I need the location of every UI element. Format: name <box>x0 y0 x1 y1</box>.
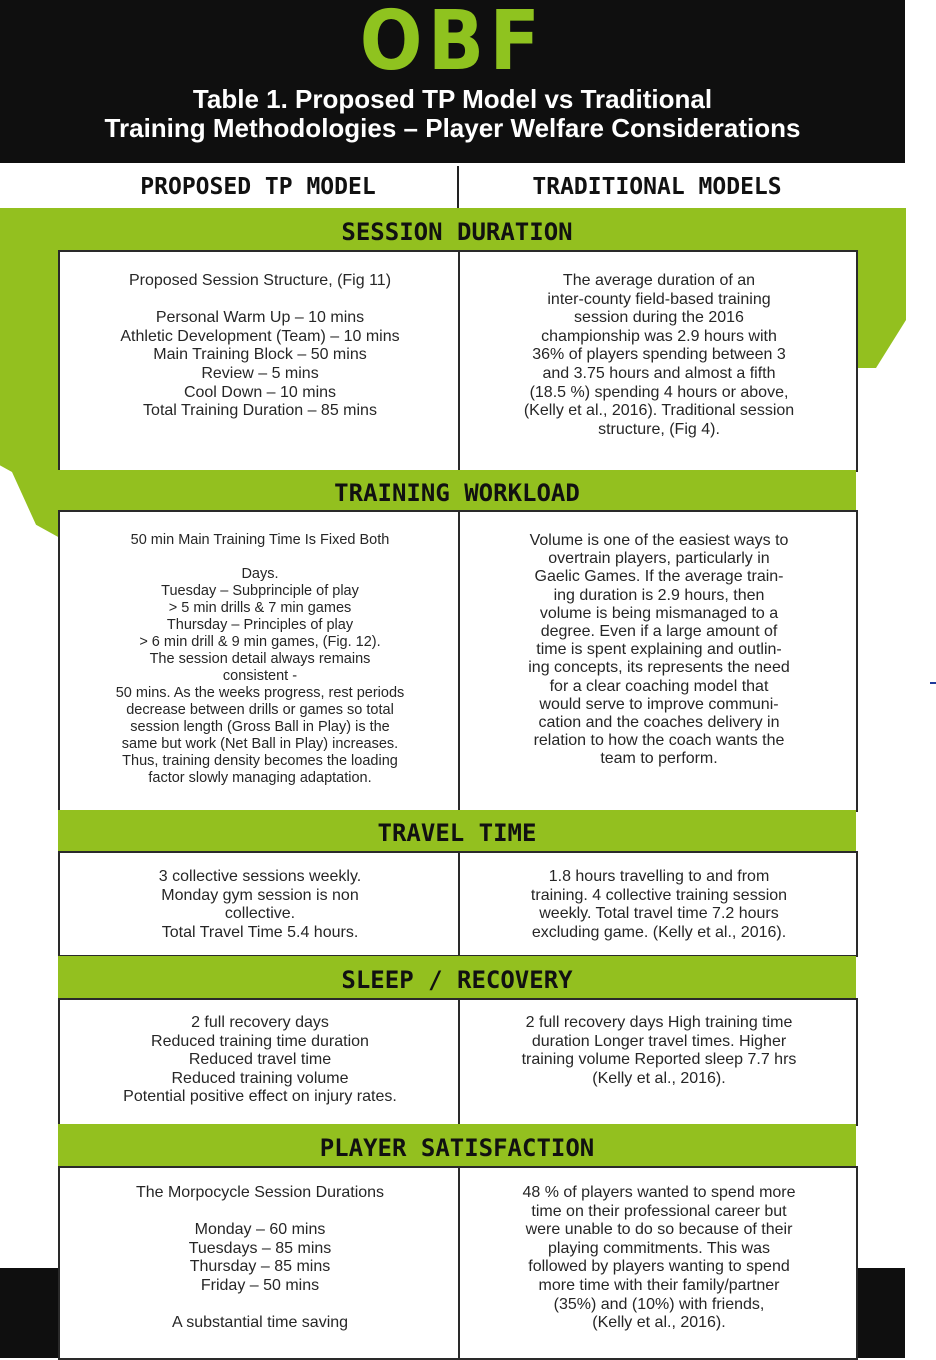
green-splash-right <box>856 208 906 368</box>
section-bar-session-duration: SESSION DURATION <box>58 208 856 252</box>
section-table-training-workload <box>58 510 858 812</box>
section-table-travel-time <box>58 851 858 957</box>
proposed-cell: 2 full recovery days Reduced training time duration Reduced travel time Reduced training volume Potential positive effect on injury rates. <box>123 1014 397 1106</box>
obf-logo: OBF <box>359 0 546 89</box>
header-banner <box>0 0 905 163</box>
section-table-session-duration <box>58 250 858 472</box>
edge-mark <box>930 682 936 684</box>
table-divider <box>458 512 460 810</box>
section-table-player-satisfaction <box>58 1166 858 1360</box>
section-bar-sleep-recovery: SLEEP / RECOVERY <box>58 956 856 1000</box>
traditional-cell: 2 full recovery days High training time duration Longer travel times. Higher training volume Reported sleep 7.7 hrs (Kelly et al., 2016). <box>521 1014 797 1087</box>
proposed-cell: 50 min Main Training Time Is Fixed Both Days. Tuesday – Subprinciple of play > 5 min drills & 7 min games Thursday – Principles of play > 6 min drill & 9 min games, (Fig. 12). The session detail always remains consistent - 50 mins. As the weeks progress, rest periods decrease between drills or games so total session length (Gross Ball in Play) is the same but work (Net Ball in Play) increases. Thus, training density becomes the loading factor slowly managing adaptation. <box>115 532 405 786</box>
traditional-cell: 1.8 hours travelling to and from training. 4 collective training session weekly. Total travel time 7.2 hours excluding game. (Kelly et al., 2016). <box>530 868 788 941</box>
column-heading-proposed: PROPOSED TP MODEL <box>140 174 376 200</box>
section-table-sleep-recovery <box>58 998 858 1126</box>
table-divider <box>458 1168 460 1358</box>
table-divider <box>458 853 460 955</box>
page-title <box>0 85 905 143</box>
section-bar-player-satisfaction: PLAYER SATISFACTION <box>58 1124 856 1168</box>
title-line-1: Table 1. Proposed TP Model vs Traditional <box>192 84 713 114</box>
title-line-2: Training Methodologies – Player Welfare Considerations <box>104 113 801 143</box>
table-divider <box>458 252 460 470</box>
traditional-cell: 48 % of players wanted to spend more time on their professional career but were unable to do so because of their playing commitments. This was followed by players wanting to spend more time with their family/partner (35%) and (10%) with friends, (Kelly et al., 2016). <box>522 1184 796 1332</box>
section-bar-travel-time: TRAVEL TIME <box>58 810 856 852</box>
proposed-cell: 3 collective sessions weekly. Monday gym session is non collective. Total Travel Time 5.4 hours. <box>158 868 362 941</box>
green-splash-left <box>0 208 60 538</box>
proposed-cell: Proposed Session Structure, (Fig 11) Personal Warm Up – 10 mins Athletic Development (Team) – 10 mins Main Training Block – 50 mins Review – 5 mins Cool Down – 10 mins Total Training Duration – 85 mins <box>120 272 400 420</box>
table-divider <box>458 1000 460 1124</box>
proposed-cell: The Morpocycle Session Durations Monday – 60 mins Tuesdays – 85 mins Thursday – 85 mins Friday – 50 mins A substantial time saving <box>135 1184 385 1332</box>
traditional-cell: The average duration of an inter-county field-based training session during the 2016 championship was 2.9 hours with 36% of players spending between 3 and 3.75 hours and almost a fifth (18.5 %) spending 4 hours or above, (Kelly et al., 2016). Traditional session structure, (Fig 4). <box>523 272 795 438</box>
column-heading-traditional: TRADITIONAL MODELS <box>532 174 782 200</box>
traditional-cell: Volume is one of the easiest ways to overtrain players, particularly in Gaelic Games. If the average train- ing duration is 2.9 hours, then volume is being mismanaged to a degree. Even if a large amount of time is spent explaining and outlin- ing concepts, its represents the need for a clear coaching model that would serve to improve communi- cation and the coaches delivery in relation to how the coach wants the team to perform. <box>528 532 790 768</box>
section-bar-training-workload: TRAINING WORKLOAD <box>58 470 856 512</box>
